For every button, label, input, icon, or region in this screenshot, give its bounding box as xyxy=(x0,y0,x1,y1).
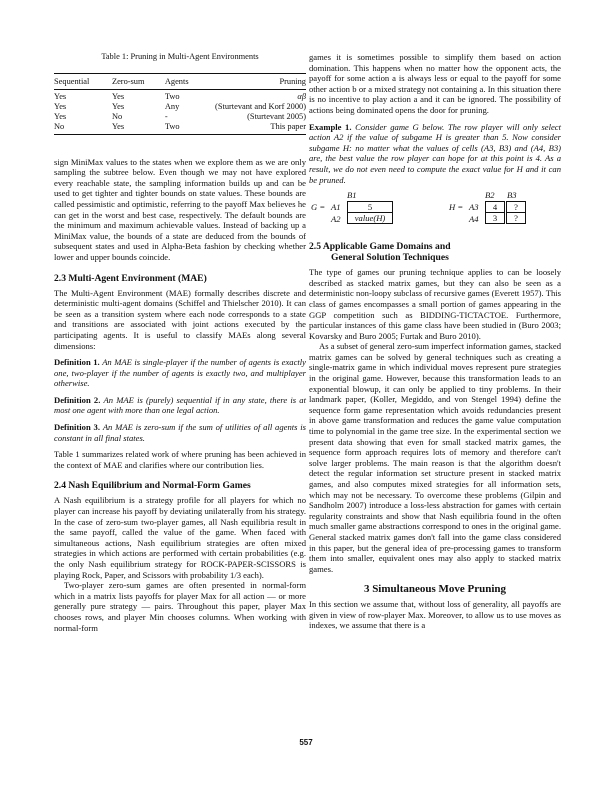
section-heading-cont: General Solution Techniques xyxy=(331,252,449,264)
definition-label: Definition 3. xyxy=(54,422,101,433)
matrix-row-label: A1 xyxy=(331,202,341,213)
matrix-cell: 4 xyxy=(485,201,505,213)
table-row xyxy=(54,122,306,135)
matrix-col-label: B2 xyxy=(485,190,495,201)
definition-2 xyxy=(54,395,306,416)
section-heading: 2.5 Applicable Game Domains and xyxy=(309,241,451,253)
matrix-cell: ? xyxy=(506,201,526,213)
table-cell: No xyxy=(111,111,123,121)
game-matrices xyxy=(309,191,561,237)
paragraph: Two-player zero-sum games are often presented in normal-form which in a matrix lists payoffs for player Max for all action — or more generally pure strategy — pairs. Throughout this paper, player Max chooses rows, and player Min chooses columns. When working with normal-form xyxy=(54,580,306,633)
table-cell: (Sturtevant and Korf 2000) xyxy=(215,101,306,111)
definition-text: An MAE is (purely) sequential if in any state, there is at most one agent with more than one legal action. xyxy=(54,394,306,416)
table-cell: Yes xyxy=(54,91,67,101)
table-cell: Two xyxy=(165,122,205,135)
matrix-lhs: G = xyxy=(311,202,326,213)
table-cell: Yes xyxy=(54,101,67,111)
table-header-row xyxy=(54,73,306,89)
pruning-table xyxy=(54,73,306,135)
definition-3 xyxy=(54,422,306,443)
table-cell: No xyxy=(54,122,112,135)
table-cell: Yes xyxy=(111,101,125,111)
definition-1 xyxy=(54,357,306,389)
page-number: 557 xyxy=(299,738,313,747)
section-heading: 2.3 Multi-Agent Environment (MAE) xyxy=(54,272,207,284)
matrix-col-label: B1 xyxy=(347,190,357,201)
table-cell: Yes xyxy=(111,91,125,101)
example-label: Example 1. xyxy=(309,121,352,132)
matrix-cell: 5 xyxy=(347,201,393,213)
matrix-col-label: B3 xyxy=(507,190,517,201)
paragraph: games it is sometimes possible to simplify them based on action domination. This happens when no matter how the opponent acts, the payoff for some action a is always less or equal to the payoff for some other action b or a mixed strategy not containing a. In this situation there is no incentive to play action a and it can be ignored. The possibility of actions being dominated opens the door for pruning. xyxy=(309,52,561,115)
section-heading: 3 Simultaneous Move Pruning xyxy=(363,583,507,596)
table-row xyxy=(54,112,306,122)
table-cell: Any xyxy=(164,101,180,111)
table-header-cell: Agents xyxy=(165,73,205,89)
left-column xyxy=(54,52,306,633)
table-row xyxy=(54,89,306,102)
example-1 xyxy=(309,122,561,186)
table-header-cell: Zero-sum xyxy=(112,73,165,89)
paragraph: The type of games our pruning technique applies to can be loosely described as stacked matrix games, but they can also be seen as a deterministic non-loopy subclass of recursive games (Everett 1957). This class of games encompasses a small portion of games appearing in the GGP competition such as BIDDING-TICTACTOE. Furthermore, particular instances of this game class have been studied in (Buro 2003; Kovarsky and Buro 2005; Furtak and Buro 2010). xyxy=(309,267,561,341)
matrix-cell: value(H) xyxy=(347,212,393,224)
matrix-cell: 3 xyxy=(485,212,505,224)
paragraph: In this section we assume that, without loss of generality, all payoffs are given in view of row-player Max. Moreover, to allow us to use moves as indexes, we assume that there is a xyxy=(309,598,561,631)
definition-label: Definition 1. xyxy=(54,357,100,368)
table-cell: (Sturtevant 2005) xyxy=(247,111,306,121)
paragraph: As a subset of general zero-sum imperfect information games, stacked matrix games can be solved by general techniques such as creating a single-matrix game in which individual moves represent pure strategies in the original game. However, because this transformation leads to an exponential blowup, it can only be applied to tiny problems. In their landmark paper, (Koller, Megiddo, and von Stengel 1994) define the sequence form game representation which avoids redundancies present in above game transformation and reduces the game value computation time to polynomial in the game tree size. In the experimental section we present data showing that even for small stacked matrix games, the sequence form approach requires lots of memory and therefore can't solve larger problems. The main reason is that the algorithm doesn't detect the regular information set structure present in stacked matrix games, and also computes mixed strategies for all information sets, which may not be necessary. To overcome these problems (Gilpin and Sandholm 2007) introduce a loss-less abstraction for games with certain regularity constraints and show that Nash equilibria found in the often much smaller game abstractions correspond to ones in the original game. General stacked matrix games don't fall into the game class considered in this paper, but the general idea of pre-processing games to transform them into smaller, equivalent ones may also apply to stacked matrix games. xyxy=(309,341,561,574)
paragraph: Table 1 summarizes related work of where pruning has been achieved in the context of MAE and clarifies where our contribution lies. xyxy=(54,449,306,470)
paragraph: sign MiniMax values to the states when we explore them as we are only sampling the subtree below. Even though we may not have explored every reachable state, the sampling information builds up and can be used to get tighter and tighter bounds on state values. These bounds are called pessimistic and optimistic, referring to the payoff Max believes he can get in the worst and best case, respectively. The default bounds are the minimum and maximum achievable values. Instead of backing up a MiniMax value, the bounds of a state are deduced from the bounds of subsequent states and used in Alpha-Beta fashion by checking whether lower and upper bounds coincide. xyxy=(54,156,306,262)
table-cell: Yes xyxy=(112,122,165,135)
matrix-row-label: A3 xyxy=(469,202,479,213)
table-cell: αβ xyxy=(297,91,306,101)
table-row xyxy=(54,102,306,112)
example-text: Consider game G below. The row player will only select action A2 if the value of subgame H is greater than 5. Now consider subgame H: no matter what the values of cells (A3, B3) and (A4, B3) are, the best value the row player can hope for at this point is 4. As a result, we do not even need to compute the exact value for H and it can be pruned. xyxy=(309,121,562,185)
paragraph: The Multi-Agent Environment (MAE) formally describes discrete and deterministic multi-agent domains (Schiffel and Thielscher 2010). It can be seen as a transition system where each node corresponds to a state and transitions are associated with joint actions executed by the participating agents. It is useful to classify MAEs along several dimensions: xyxy=(54,287,306,351)
paragraph: A Nash equilibrium is a strategy profile for all players for which no player can increase his payoff by deviating unilaterally from his strategy. In the case of zero-sum two-player games, all Nash equilibria result in the same payoff, called the value of the game. When faced with simultaneous actions, Nash equilibrium strategies are often mixed strategies in which actions are performed with certain probabilities (e.g. the only Nash equilibrium strategy for ROCK-PAPER-SCISSORS is playing Rock, Paper, and Scissors with probability 1/3 each). xyxy=(54,495,306,580)
matrix-cell: ? xyxy=(506,212,526,224)
right-column xyxy=(309,52,561,631)
table-header-cell: Sequential xyxy=(54,73,112,89)
matrix-row-label: A2 xyxy=(331,214,341,225)
matrix-row-label: A4 xyxy=(469,214,479,225)
table-cell: Two xyxy=(164,91,180,101)
matrix-lhs: H = xyxy=(449,202,464,213)
definition-label: Definition 2. xyxy=(54,394,101,405)
table1-caption: Table 1: Pruning in Multi-Agent Environments xyxy=(101,52,259,61)
definition-text: An MAE is single-player if the number of agents is exactly one, two-player if the number of agents is exactly two, and multiplayer otherwise. xyxy=(54,357,306,389)
definition-text: An MAE is zero-sum if the sum of utilities of all agents is constant in all final states. xyxy=(54,422,306,443)
table-cell: - xyxy=(164,111,168,121)
table-cell: This paper xyxy=(205,122,306,135)
table-cell: Yes xyxy=(54,111,67,121)
table-header-cell: Pruning xyxy=(205,73,306,89)
section-heading: 2.4 Nash Equilibrium and Normal-Form Games xyxy=(54,480,251,492)
